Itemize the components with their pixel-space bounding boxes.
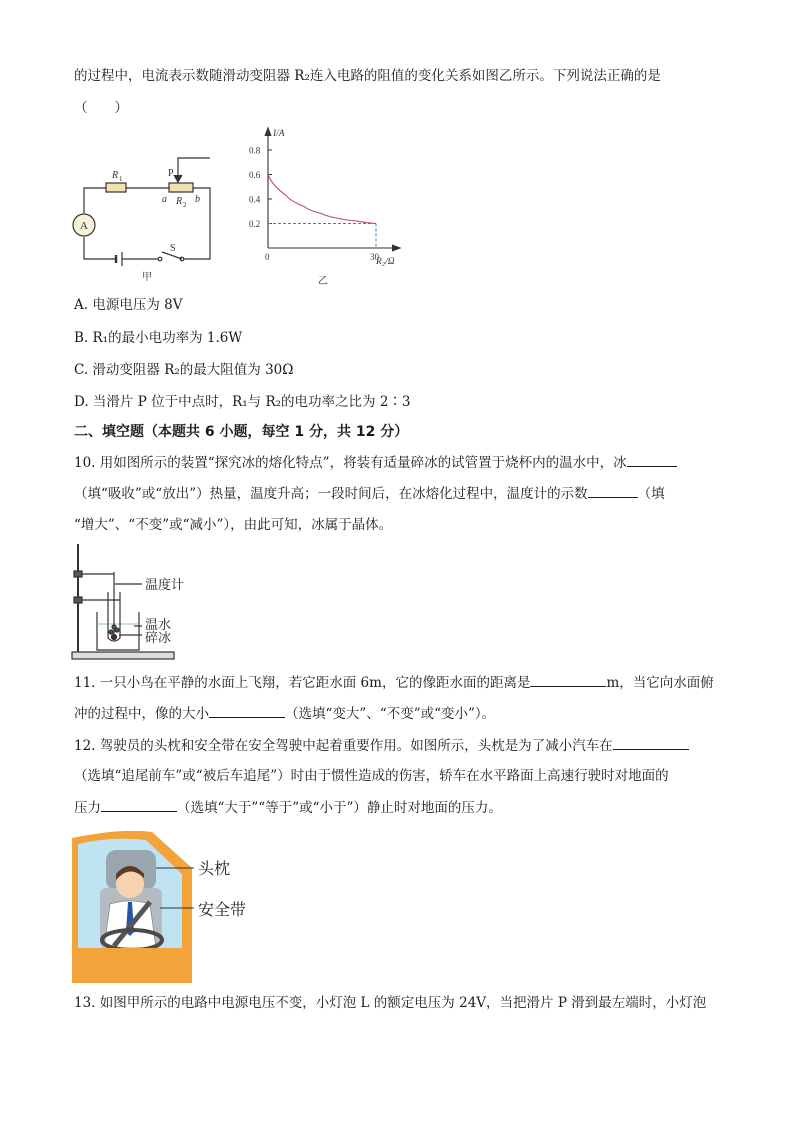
q10-line2 <box>74 483 665 504</box>
ice-melting-apparatus <box>70 542 210 662</box>
circuit-diagram-jia <box>66 150 226 285</box>
q12-text: 12. 驾驶员的头枕和安全带在安全驾驶中起着重要作用。如图所示，头枕是为了减小汽车在 <box>74 738 613 754</box>
seatbelt-label: 安全带 <box>198 902 247 919</box>
q12-blank-1[interactable] <box>613 735 689 750</box>
r2-subscript: 2 <box>183 201 187 209</box>
q10-line3: “增大”、“不变”或“减小”），由此可知，冰属于晶体。 <box>74 517 393 533</box>
q11-text: 冲的过程中，像的大小 <box>74 706 209 722</box>
q10-blank-1[interactable] <box>627 452 677 467</box>
y-tick-label: 0.4 <box>249 194 261 205</box>
q9-stem-line1: 的过程中，电流表示数随滑动变阻器 R₂连入电路的阻值的变化关系如图乙所示。下列说法正确的是 <box>74 68 661 84</box>
terminal-b-label: b <box>195 194 200 205</box>
current-resistance-graph <box>240 122 410 292</box>
q12-text: 压力 <box>74 800 101 816</box>
r1-label: R <box>112 170 119 181</box>
circuit-caption: 甲 <box>142 272 152 283</box>
q10-text: （填 <box>637 486 665 502</box>
q11-text: m，当它向水面俯 <box>606 675 714 691</box>
q13-line1: 13. 如图甲所示的电路中电源电压不变，小灯泡 L 的额定电压为 24V，当把滑片 P 滑到最左端时，小灯泡 <box>74 995 707 1011</box>
x-tick-label: 30 <box>370 252 379 262</box>
x-tick-label: 0 <box>265 252 270 262</box>
q11-text: （选填“变大”、“不变”或“变小”）。 <box>285 706 496 722</box>
switch-s-label: S <box>170 243 176 254</box>
q9-stem-line2: （ ） <box>74 100 128 116</box>
driver-illustration <box>72 828 272 983</box>
y-axis-label: I/A <box>273 129 285 139</box>
q11-blank-1[interactable] <box>530 672 606 687</box>
r2-label: R <box>176 196 183 207</box>
q9-option-b: B. R₁的最小电功率为 1.6W <box>74 330 243 346</box>
q9-option-d: D. 当滑片 P 位于中点时，R₁与 R₂的电功率之比为 2∶3 <box>74 394 411 410</box>
warm-water-label: 温水 <box>145 617 172 632</box>
slider-p-label: P <box>168 168 174 179</box>
q11-text: 11. 一只小鸟在平静的水面上飞翔，若它距水面 6m，它的像距水面的距离是 <box>74 675 531 691</box>
section2-heading: 二、填空题（本题共 6 小题，每空 1 分，共 12 分） <box>74 424 409 440</box>
terminal-a-label: a <box>162 194 167 205</box>
headrest-label: 头枕 <box>198 861 231 878</box>
q9-option-c: C. 滑动变阻器 R₂的最大阻值为 30Ω <box>74 362 294 378</box>
q12-line3 <box>74 797 502 818</box>
y-axis-arrow <box>265 128 271 136</box>
q11-line1 <box>74 672 714 693</box>
x-axis-label: R₂/Ω <box>376 257 395 267</box>
q10-blank-2[interactable] <box>588 483 638 498</box>
q12-text: （选填“大于”“等于”或“小于”）静止时对地面的压力。 <box>177 800 502 816</box>
x-axis-arrow <box>392 245 400 251</box>
curve-series <box>268 175 376 224</box>
q10-text: 10. 用如图所示的装置“探究冰的熔化特点”，将装有适量碎冰的试管置于烧杯内的温水中，冰 <box>74 455 627 471</box>
q9-option-a: A. 电源电压为 8V <box>74 297 183 313</box>
y-tick-label: 0.8 <box>249 145 261 156</box>
q10-text: （填“吸收”或“放出”）热量，温度升高；一段时间后，在冰熔化过程中，温度计的示数 <box>74 486 588 502</box>
y-tick-label: 0.2 <box>249 219 261 229</box>
q11-line2 <box>74 703 495 724</box>
q12-line2: （选填“追尾前车”或“被后车追尾”）时由于惯性造成的伤害，轿车在水平路面上高速行驶时对地面的 <box>74 768 669 784</box>
ammeter-label: A <box>80 220 88 232</box>
r1-subscript: 1 <box>119 175 123 183</box>
q12-blank-2[interactable] <box>101 797 177 812</box>
y-tick-label: 0.6 <box>249 170 261 180</box>
crushed-ice-label: 碎冰 <box>145 630 172 645</box>
thermometer-label: 温度计 <box>145 577 185 592</box>
q11-blank-2[interactable] <box>209 703 285 718</box>
q10-line1 <box>74 452 677 473</box>
q12-line1 <box>74 735 689 756</box>
graph-caption: 乙 <box>318 276 328 287</box>
